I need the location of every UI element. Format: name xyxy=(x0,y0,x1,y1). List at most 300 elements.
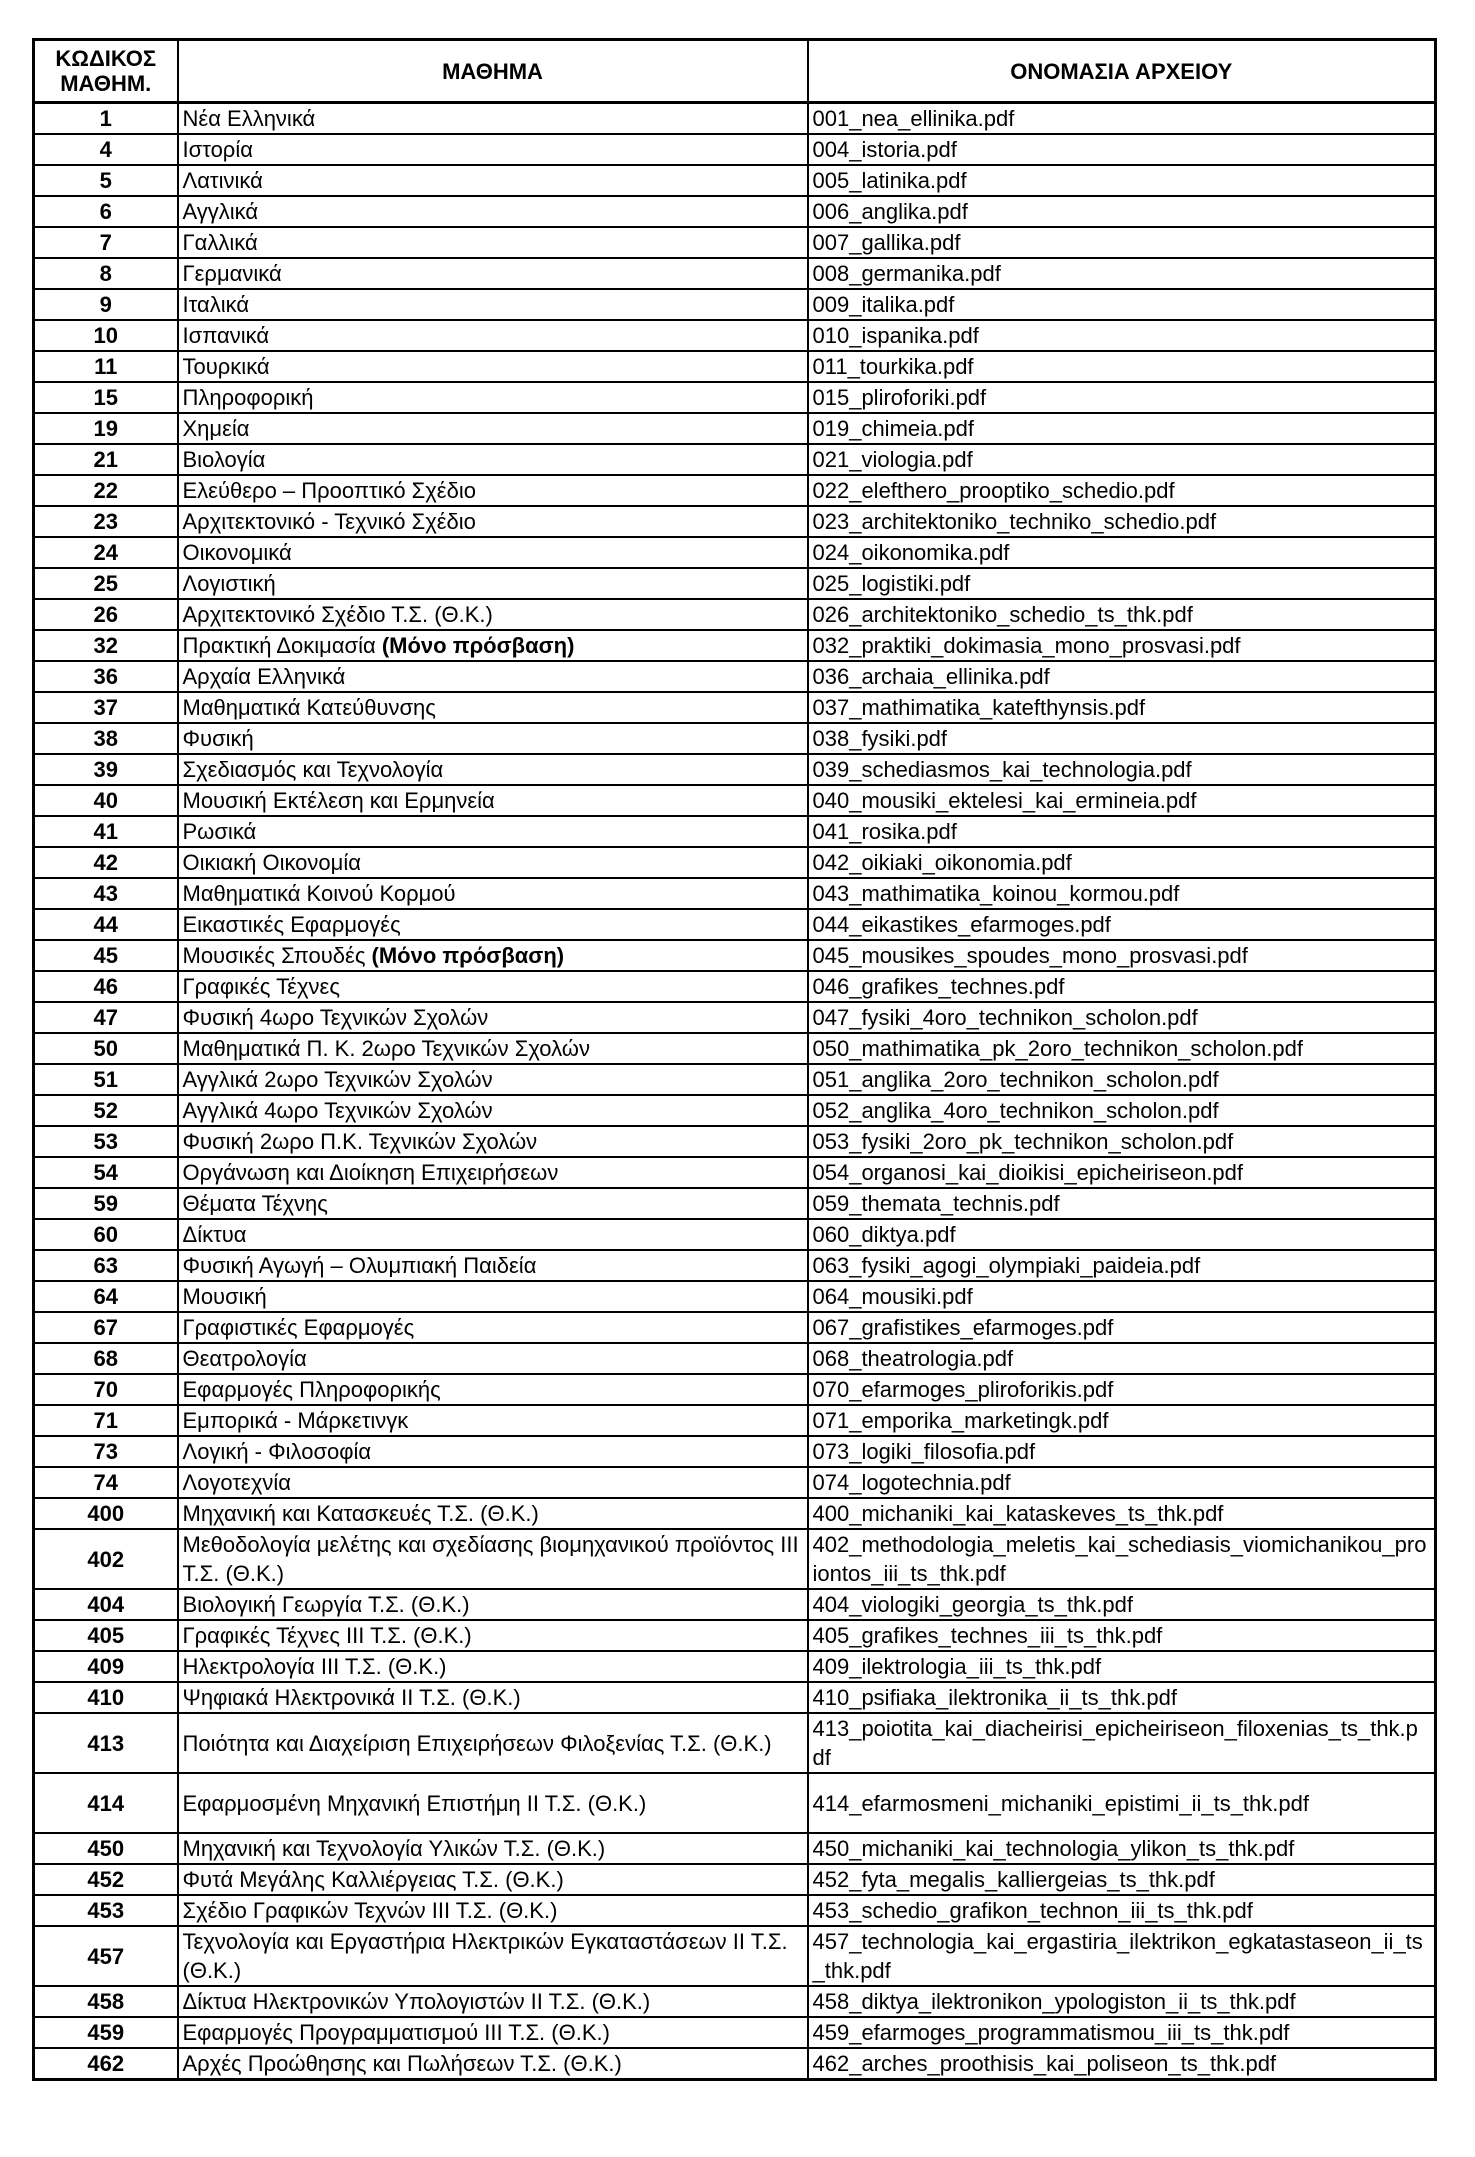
subject-code: 8 xyxy=(34,258,178,289)
subject-name xyxy=(178,878,808,909)
subject-code: 37 xyxy=(34,692,178,723)
subject-name-text: Μαθηματικά Π. Κ. 2ωρο Τεχνικών Σχολών xyxy=(182,1036,590,1061)
table-row xyxy=(34,1620,1436,1651)
subject-name xyxy=(178,1529,808,1589)
file-name: 037_mathimatika_katefthynsis.pdf xyxy=(808,692,1436,723)
subject-name-text: Ρωσικά xyxy=(182,819,257,844)
table-row xyxy=(34,971,1436,1002)
file-name: 450_michaniki_kai_technologia_ylikon_ts_thk.pdf xyxy=(808,1833,1436,1864)
subject-name xyxy=(178,320,808,351)
subject-code: 60 xyxy=(34,1219,178,1250)
subject-name xyxy=(178,1436,808,1467)
subject-code: 9 xyxy=(34,289,178,320)
file-name: 070_efarmoges_pliroforikis.pdf xyxy=(808,1374,1436,1405)
file-name: 023_architektoniko_techniko_schedio.pdf xyxy=(808,506,1436,537)
subject-name xyxy=(178,1002,808,1033)
table-row xyxy=(34,1250,1436,1281)
subjects-table xyxy=(32,38,1437,2081)
header-row xyxy=(34,40,1436,103)
table-row xyxy=(34,1713,1436,1773)
subject-name-text: Φυσική Αγωγή – Ολυμπιακή Παιδεία xyxy=(182,1253,537,1278)
subject-code: 68 xyxy=(34,1343,178,1374)
table-row xyxy=(34,878,1436,909)
subject-name xyxy=(178,1374,808,1405)
file-name: 024_oikonomika.pdf xyxy=(808,537,1436,568)
table-row xyxy=(34,568,1436,599)
subject-code: 10 xyxy=(34,320,178,351)
table-row xyxy=(34,1986,1436,2017)
table-row xyxy=(34,1833,1436,1864)
file-name: 004_istoria.pdf xyxy=(808,134,1436,165)
subject-name xyxy=(178,909,808,940)
subject-name xyxy=(178,661,808,692)
subject-code: 47 xyxy=(34,1002,178,1033)
subject-name-text: Λογιστική xyxy=(182,571,276,596)
table-row xyxy=(34,227,1436,258)
table-row xyxy=(34,2017,1436,2048)
file-name: 402_methodologia_meletis_kai_schediasis_viomichanikou_proiontos_iii_ts_thk.pdf xyxy=(808,1529,1436,1589)
subject-name xyxy=(178,1126,808,1157)
subject-name-text: Εικαστικές Εφαρμογές xyxy=(182,912,401,937)
subject-name-text: Μηχανική και Τεχνολογία Υλικών Τ.Σ. (Θ.Κ.) xyxy=(182,1836,606,1861)
subject-name xyxy=(178,1986,808,2017)
file-name: 046_grafikes_technes.pdf xyxy=(808,971,1436,1002)
subject-name-text: Δίκτυα xyxy=(182,1222,247,1247)
table-row xyxy=(34,1682,1436,1713)
table-row xyxy=(34,940,1436,971)
subject-name xyxy=(178,630,808,661)
file-name: 068_theatrologia.pdf xyxy=(808,1343,1436,1374)
subject-name-text: Μεθοδολογία μελέτης και σχεδίασης βιομηχανικού προϊόντος ΙΙΙ Τ.Σ. (Θ.Κ.) xyxy=(182,1532,799,1586)
subject-name xyxy=(178,1250,808,1281)
file-name: 026_architektoniko_schedio_ts_thk.pdf xyxy=(808,599,1436,630)
subject-name xyxy=(178,1773,808,1833)
subject-name xyxy=(178,1188,808,1219)
subject-name-text: Γραφιστικές Εφαρμογές xyxy=(182,1315,415,1340)
table-row xyxy=(34,847,1436,878)
table-row xyxy=(34,1405,1436,1436)
file-name: 022_elefthero_prooptiko_schedio.pdf xyxy=(808,475,1436,506)
subject-name xyxy=(178,1833,808,1864)
subject-name xyxy=(178,1895,808,1926)
subject-name-text: Αρχές Προώθησης και Πωλήσεων Τ.Σ. (Θ.Κ.) xyxy=(182,2051,622,2076)
subject-name-text: Γραφικές Τέχνες ΙΙΙ Τ.Σ. (Θ.Κ.) xyxy=(182,1623,472,1648)
subject-code: 414 xyxy=(34,1773,178,1833)
subject-name-text: Γερμανικά xyxy=(182,261,282,286)
subject-code: 44 xyxy=(34,909,178,940)
subject-name-text: Λατινικά xyxy=(182,168,263,193)
subject-name-text: Ιστορία xyxy=(182,137,253,162)
subject-name-text: Εφαρμογές Προγραμματισμού ΙΙΙ Τ.Σ. (Θ.Κ.) xyxy=(182,2020,610,2045)
subject-name xyxy=(178,1219,808,1250)
subject-name xyxy=(178,475,808,506)
file-name: 010_ispanika.pdf xyxy=(808,320,1436,351)
subject-name-text: Ελεύθερο – Προοπτικό Σχέδιο xyxy=(182,478,476,503)
subject-name xyxy=(178,1864,808,1895)
subject-code: 71 xyxy=(34,1405,178,1436)
subject-code: 1 xyxy=(34,103,178,135)
table-row xyxy=(34,723,1436,754)
subject-name xyxy=(178,785,808,816)
subject-name xyxy=(178,289,808,320)
subject-name-text: Ιταλικά xyxy=(182,292,250,317)
table-row xyxy=(34,320,1436,351)
table-row xyxy=(34,1374,1436,1405)
subject-code: 42 xyxy=(34,847,178,878)
subject-name-text: Χημεία xyxy=(182,416,250,441)
subject-code: 25 xyxy=(34,568,178,599)
subject-name-text: Ισπανικά xyxy=(182,323,270,348)
subject-code: 52 xyxy=(34,1095,178,1126)
table-row xyxy=(34,382,1436,413)
subject-code: 19 xyxy=(34,413,178,444)
file-name: 005_latinika.pdf xyxy=(808,165,1436,196)
subject-name-text: Αγγλικά xyxy=(182,199,259,224)
subject-name-text: Φυσική 2ωρο Π.Κ. Τεχνικών Σχολών xyxy=(182,1129,538,1154)
subject-code: 410 xyxy=(34,1682,178,1713)
subject-code: 400 xyxy=(34,1498,178,1529)
table-row xyxy=(34,909,1436,940)
file-name: 074_logotechnia.pdf xyxy=(808,1467,1436,1498)
subject-code: 67 xyxy=(34,1312,178,1343)
subject-name xyxy=(178,103,808,135)
table-row xyxy=(34,1864,1436,1895)
subject-code: 23 xyxy=(34,506,178,537)
table-row xyxy=(34,1157,1436,1188)
subject-name-text: Δίκτυα Ηλεκτρονικών Υπολογιστών ΙΙ Τ.Σ. (Θ.Κ.) xyxy=(182,1989,651,2014)
table-row xyxy=(34,1033,1436,1064)
file-name: 052_anglika_4oro_technikon_scholon.pdf xyxy=(808,1095,1436,1126)
subject-code: 402 xyxy=(34,1529,178,1589)
subject-name-text: Μηχανική και Κατασκευές Τ.Σ. (Θ.Κ.) xyxy=(182,1501,539,1526)
subject-name xyxy=(178,1033,808,1064)
table-row xyxy=(34,692,1436,723)
table-row xyxy=(34,258,1436,289)
file-name: 452_fyta_megalis_kalliergeias_ts_thk.pdf xyxy=(808,1864,1436,1895)
subject-code: 6 xyxy=(34,196,178,227)
file-name: 459_efarmoges_programmatismou_iii_ts_thk.pdf xyxy=(808,2017,1436,2048)
subject-code: 36 xyxy=(34,661,178,692)
subject-name xyxy=(178,382,808,413)
file-name: 458_diktya_ilektronikon_ypologiston_ii_ts_thk.pdf xyxy=(808,1986,1436,2017)
subject-name xyxy=(178,506,808,537)
subject-name-text: Πληροφορική xyxy=(182,385,314,410)
subject-name-text: Ψηφιακά Ηλεκτρονικά ΙΙ Τ.Σ. (Θ.Κ.) xyxy=(182,1685,521,1710)
subject-code: 26 xyxy=(34,599,178,630)
subject-name-text: Φυσική 4ωρο Τεχνικών Σχολών xyxy=(182,1005,489,1030)
table-row xyxy=(34,537,1436,568)
subject-code: 24 xyxy=(34,537,178,568)
file-name: 067_grafistikes_efarmoges.pdf xyxy=(808,1312,1436,1343)
table-row xyxy=(34,134,1436,165)
subject-code: 452 xyxy=(34,1864,178,1895)
subject-code: 404 xyxy=(34,1589,178,1620)
subject-name xyxy=(178,599,808,630)
subject-code: 70 xyxy=(34,1374,178,1405)
subject-name-text: Γαλλικά xyxy=(182,230,258,255)
file-name: 071_emporika_marketingk.pdf xyxy=(808,1405,1436,1436)
subject-name-text: Οργάνωση και Διοίκηση Επιχειρήσεων xyxy=(182,1160,559,1185)
file-name: 006_anglika.pdf xyxy=(808,196,1436,227)
table-row xyxy=(34,475,1436,506)
file-name: 405_grafikes_technes_iii_ts_thk.pdf xyxy=(808,1620,1436,1651)
table-row xyxy=(34,661,1436,692)
subject-name xyxy=(178,1405,808,1436)
subject-code: 459 xyxy=(34,2017,178,2048)
subject-name xyxy=(178,196,808,227)
subject-code: 43 xyxy=(34,878,178,909)
file-name: 400_michaniki_kai_kataskeves_ts_thk.pdf xyxy=(808,1498,1436,1529)
file-name: 414_efarmosmeni_michaniki_epistimi_ii_ts_thk.pdf xyxy=(808,1773,1436,1833)
file-name: 409_ilektrologia_iii_ts_thk.pdf xyxy=(808,1651,1436,1682)
file-name: 040_mousiki_ektelesi_kai_ermineia.pdf xyxy=(808,785,1436,816)
subject-name xyxy=(178,351,808,382)
subject-name-text: Αρχαία Ελληνικά xyxy=(182,664,346,689)
subject-name-text: Λογική - Φιλοσοφία xyxy=(182,1439,372,1464)
table-row xyxy=(34,1589,1436,1620)
subject-code: 39 xyxy=(34,754,178,785)
subject-name-text: Νέα Ελληνικά xyxy=(182,106,316,131)
subject-name xyxy=(178,1620,808,1651)
file-name: 404_viologiki_georgia_ts_thk.pdf xyxy=(808,1589,1436,1620)
subject-code: 32 xyxy=(34,630,178,661)
table-row xyxy=(34,1281,1436,1312)
subject-name xyxy=(178,940,808,971)
subject-name xyxy=(178,1467,808,1498)
file-name: 047_fysiki_4oro_technikon_scholon.pdf xyxy=(808,1002,1436,1033)
subject-name xyxy=(178,1589,808,1620)
subject-name-text: Αρχιτεκτονικό Σχέδιο Τ.Σ. (Θ.Κ.) xyxy=(182,602,493,627)
table-body xyxy=(34,103,1436,2080)
subject-name-text: Γραφικές Τέχνες xyxy=(182,974,340,999)
subject-name-text: Λογοτεχνία xyxy=(182,1470,292,1495)
table-row xyxy=(34,1436,1436,1467)
table-row xyxy=(34,1773,1436,1833)
table-row xyxy=(34,289,1436,320)
table-row xyxy=(34,1064,1436,1095)
subject-name xyxy=(178,2048,808,2080)
table-row xyxy=(34,785,1436,816)
file-name: 073_logiki_filosofia.pdf xyxy=(808,1436,1436,1467)
subject-name-text: Εφαρμοσμένη Μηχανική Επιστήμη ΙΙ Τ.Σ. (Θ.Κ.) xyxy=(182,1790,647,1816)
file-name: 001_nea_ellinika.pdf xyxy=(808,103,1436,135)
subject-name xyxy=(178,1281,808,1312)
subject-name xyxy=(178,1343,808,1374)
subject-code: 51 xyxy=(34,1064,178,1095)
file-name: 011_tourkika.pdf xyxy=(808,351,1436,382)
file-name: 036_archaia_ellinika.pdf xyxy=(808,661,1436,692)
file-name: 019_chimeia.pdf xyxy=(808,413,1436,444)
subject-name-text: Φυτά Μεγάλης Καλλιέργειας Τ.Σ. (Θ.Κ.) xyxy=(182,1867,564,1892)
subject-name xyxy=(178,165,808,196)
file-name: 044_eikastikes_efarmoges.pdf xyxy=(808,909,1436,940)
subject-code: 409 xyxy=(34,1651,178,1682)
table-row xyxy=(34,444,1436,475)
subject-name-text: Οικιακή Οικονομία xyxy=(182,850,361,875)
file-name: 015_pliroforiki.pdf xyxy=(808,382,1436,413)
subject-name-text: Θεατρολογία xyxy=(182,1346,307,1371)
file-name: 038_fysiki.pdf xyxy=(808,723,1436,754)
table-row xyxy=(34,196,1436,227)
table-row xyxy=(34,754,1436,785)
subject-code: 40 xyxy=(34,785,178,816)
file-name: 054_organosi_kai_dioikisi_epicheiriseon.pdf xyxy=(808,1157,1436,1188)
table-row xyxy=(34,1188,1436,1219)
access-only-note: (Μόνο πρόσβαση) xyxy=(371,943,565,968)
file-name: 063_fysiki_agogi_olympiaki_paideia.pdf xyxy=(808,1250,1436,1281)
table-row xyxy=(34,1126,1436,1157)
subject-name-text: Μουσική Εκτέλεση και Ερμηνεία xyxy=(182,788,495,813)
subject-code: 413 xyxy=(34,1713,178,1773)
file-name: 042_oikiaki_oikonomia.pdf xyxy=(808,847,1436,878)
subject-name-text: Εμπορικά - Μάρκετινγκ xyxy=(182,1408,409,1433)
subject-name-text: Τουρκικά xyxy=(182,354,270,379)
table-row xyxy=(34,413,1436,444)
table-row xyxy=(34,599,1436,630)
table-row xyxy=(34,630,1436,661)
subject-name xyxy=(178,692,808,723)
table-row xyxy=(34,1467,1436,1498)
subject-code: 63 xyxy=(34,1250,178,1281)
subject-name xyxy=(178,134,808,165)
header-subject: ΜΑΘΗΜΑ xyxy=(178,40,808,103)
subject-code: 457 xyxy=(34,1926,178,1986)
subject-code: 7 xyxy=(34,227,178,258)
table-row xyxy=(34,165,1436,196)
subject-name-text: Σχέδιο Γραφικών Τεχνών ΙΙΙ Τ.Σ. (Θ.Κ.) xyxy=(182,1898,558,1923)
subject-name xyxy=(178,413,808,444)
file-name: 043_mathimatika_koinou_kormou.pdf xyxy=(808,878,1436,909)
subject-name xyxy=(178,2017,808,2048)
table-row xyxy=(34,351,1436,382)
subject-name xyxy=(178,816,808,847)
subject-name-text: Αρχιτεκτονικό - Τεχνικό Σχέδιο xyxy=(182,509,476,534)
subject-code: 41 xyxy=(34,816,178,847)
file-name: 007_gallika.pdf xyxy=(808,227,1436,258)
subject-name-text: Φυσική xyxy=(182,726,254,751)
subject-code: 54 xyxy=(34,1157,178,1188)
subject-name xyxy=(178,1682,808,1713)
file-name: 008_germanika.pdf xyxy=(808,258,1436,289)
subject-code: 53 xyxy=(34,1126,178,1157)
file-name: 060_diktya.pdf xyxy=(808,1219,1436,1250)
subject-name-text: Τεχνολογία και Εργαστήρια Ηλεκτρικών Εγκαταστάσεων ΙΙ Τ.Σ. (Θ.Κ.) xyxy=(182,1929,788,1983)
table-row xyxy=(34,506,1436,537)
table-row xyxy=(34,1926,1436,1986)
subject-code: 46 xyxy=(34,971,178,1002)
subject-name xyxy=(178,1312,808,1343)
file-name: 051_anglika_2oro_technikon_scholon.pdf xyxy=(808,1064,1436,1095)
subject-code: 5 xyxy=(34,165,178,196)
file-name: 039_schediasmos_kai_technologia.pdf xyxy=(808,754,1436,785)
subject-code: 38 xyxy=(34,723,178,754)
subject-name xyxy=(178,258,808,289)
subject-name-text: Οικονομικά xyxy=(182,540,292,565)
subject-name-text: Αγγλικά 2ωρο Τεχνικών Σχολών xyxy=(182,1067,493,1092)
table-row xyxy=(34,1219,1436,1250)
subject-code: 458 xyxy=(34,1986,178,2017)
subject-code: 50 xyxy=(34,1033,178,1064)
subject-code: 73 xyxy=(34,1436,178,1467)
file-name: 041_rosika.pdf xyxy=(808,816,1436,847)
subject-code: 453 xyxy=(34,1895,178,1926)
subject-name xyxy=(178,1651,808,1682)
table-row xyxy=(34,1095,1436,1126)
table-row xyxy=(34,1895,1436,1926)
file-name: 053_fysiki_2oro_pk_technikon_scholon.pdf xyxy=(808,1126,1436,1157)
subject-code: 21 xyxy=(34,444,178,475)
subject-name xyxy=(178,1095,808,1126)
subject-name-text: Σχεδιασμός και Τεχνολογία xyxy=(182,757,444,782)
subject-name xyxy=(178,1064,808,1095)
file-name: 453_schedio_grafikon_technon_iii_ts_thk.pdf xyxy=(808,1895,1436,1926)
file-name: 032_praktiki_dokimasia_mono_prosvasi.pdf xyxy=(808,630,1436,661)
subject-name xyxy=(178,754,808,785)
subject-name-text: Μαθηματικά Κοινού Κορμού xyxy=(182,881,456,906)
subject-name xyxy=(178,1157,808,1188)
subject-name xyxy=(178,537,808,568)
access-only-note: (Μόνο πρόσβαση) xyxy=(381,633,575,658)
subject-code: 11 xyxy=(34,351,178,382)
file-name: 457_technologia_kai_ergastiria_ilektrikon_egkatastaseon_ii_ts_thk.pdf xyxy=(808,1926,1436,1986)
subject-name-text: Αγγλικά 4ωρο Τεχνικών Σχολών xyxy=(182,1098,493,1123)
subject-name xyxy=(178,568,808,599)
subject-name-text: Μαθηματικά Κατεύθυνσης xyxy=(182,695,436,720)
subject-name-text: Βιολογία xyxy=(182,447,266,472)
table-row xyxy=(34,1343,1436,1374)
table-row xyxy=(34,1498,1436,1529)
subject-code: 15 xyxy=(34,382,178,413)
header-file: ΟΝΟΜΑΣΙΑ ΑΡΧΕΙΟΥ xyxy=(808,40,1436,103)
file-name: 021_viologia.pdf xyxy=(808,444,1436,475)
file-name: 413_poiotita_kai_diacheirisi_epicheiriseon_filoxenias_ts_thk.pdf xyxy=(808,1713,1436,1773)
subject-name xyxy=(178,723,808,754)
subject-name xyxy=(178,1713,808,1773)
subject-name-text: Μουσικές Σπουδές xyxy=(182,943,372,968)
subject-name xyxy=(178,227,808,258)
subject-name xyxy=(178,971,808,1002)
subject-code: 462 xyxy=(34,2048,178,2080)
file-name: 050_mathimatika_pk_2oro_technikon_scholon.pdf xyxy=(808,1033,1436,1064)
subject-name-text: Ηλεκτρολογία ΙΙΙ Τ.Σ. (Θ.Κ.) xyxy=(182,1654,447,1679)
table-row xyxy=(34,1312,1436,1343)
subject-code: 405 xyxy=(34,1620,178,1651)
table-row xyxy=(34,1529,1436,1589)
header-code: ΚΩΔΙΚΟΣ ΜΑΘΗΜ. xyxy=(34,40,178,103)
subject-code: 64 xyxy=(34,1281,178,1312)
subject-name-text: Βιολογική Γεωργία Τ.Σ. (Θ.Κ.) xyxy=(182,1592,470,1617)
file-name: 462_arches_proothisis_kai_poliseon_ts_thk.pdf xyxy=(808,2048,1436,2080)
subject-name xyxy=(178,1926,808,1986)
file-name: 410_psifiaka_ilektronika_ii_ts_thk.pdf xyxy=(808,1682,1436,1713)
subject-name-text: Πρακτική Δοκιμασία xyxy=(182,633,382,658)
file-name: 064_mousiki.pdf xyxy=(808,1281,1436,1312)
subject-code: 22 xyxy=(34,475,178,506)
table-row xyxy=(34,2048,1436,2080)
subject-code: 45 xyxy=(34,940,178,971)
subject-code: 74 xyxy=(34,1467,178,1498)
file-name: 025_logistiki.pdf xyxy=(808,568,1436,599)
subject-name-text: Εφαρμογές Πληροφορικής xyxy=(182,1377,441,1402)
subject-name-text: Ποιότητα και Διαχείριση Επιχειρήσεων Φιλοξενίας Τ.Σ. (Θ.Κ.) xyxy=(182,1730,772,1756)
file-name: 009_italika.pdf xyxy=(808,289,1436,320)
table-row xyxy=(34,1651,1436,1682)
file-name: 045_mousikes_spoudes_mono_prosvasi.pdf xyxy=(808,940,1436,971)
subject-code: 59 xyxy=(34,1188,178,1219)
table-row xyxy=(34,816,1436,847)
subject-name-text: Θέματα Τέχνης xyxy=(182,1191,328,1216)
file-name: 059_themata_technis.pdf xyxy=(808,1188,1436,1219)
